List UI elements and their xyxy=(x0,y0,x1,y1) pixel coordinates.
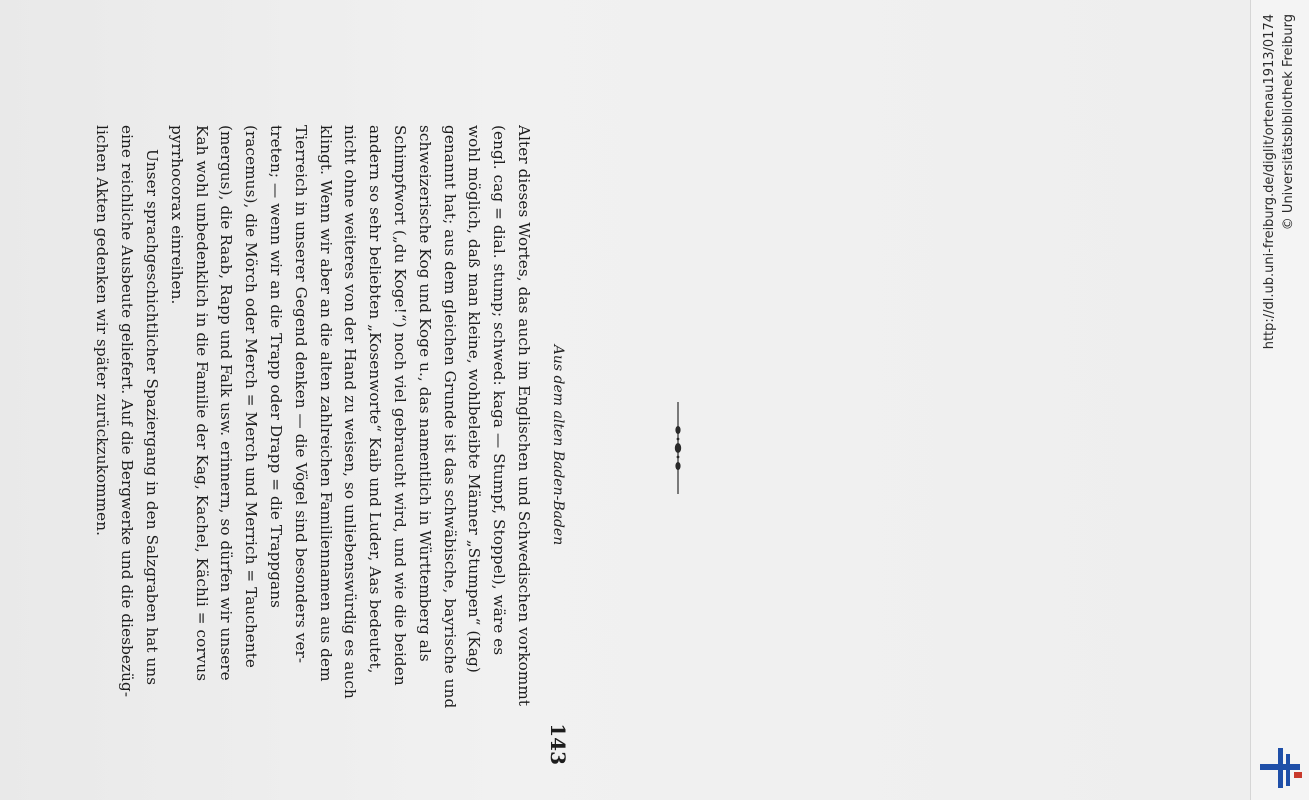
text-line: schweizerische Kog und Koge u., das namentlich in Württemberg als xyxy=(415,125,434,662)
text-line: andern so sehr beliebten „Kosenworte“ Kaib und Luder, Aas bedeutet, xyxy=(366,125,385,674)
text-line: lichen Akten gedenken wir später zurückzukommen. xyxy=(93,125,112,537)
text-line: Tierreich in unserer Gegend denken — die Vögel sind besonders ver- xyxy=(291,125,310,664)
text-line: klingt. Wenn wir aber an die alten zahlreichen Familiennamen aus dem xyxy=(316,125,335,682)
text-line: (mergus), die Raab, Rapp und Falk usw. erinnern, so dürfen wir unsere xyxy=(217,125,236,681)
end-ornament xyxy=(660,400,696,496)
text-line: eine reichliche Ausbeute geliefert. Auf die Bergwerke und die diesbezüg- xyxy=(118,125,137,698)
text-line: Unser sprachgeschichtlicher Spaziergang in den Salzgraben hat uns xyxy=(143,149,162,686)
running-head: Aus dem alten Baden-Baden xyxy=(550,344,566,546)
text-line: nicht ohne weiteres von der Hand zu weisen, so unliebenswürdig es auch xyxy=(341,125,360,699)
library-logo-icon xyxy=(1258,746,1306,790)
text-line: wohl möglich, daß man kleine, wohlbeleibte Männer „Stumpen“ (Kag) xyxy=(465,125,484,673)
text-line: (racemus), die Mörch oder Merch = Merch und Merrich = Tauchente xyxy=(242,125,261,669)
page-header xyxy=(542,125,570,765)
body-text xyxy=(90,125,536,765)
text-line: Alter dieses Wortes, das auch im Englischen und Schwedischen vorkommt xyxy=(515,125,533,707)
page-number: 143 xyxy=(546,723,570,765)
text-line: (engl. cag = dial. stump; schwed: kaga — Stumpf, Stoppel), wäre es xyxy=(490,125,509,656)
text-line: pyrrhocorax einreihen. xyxy=(167,125,186,305)
source-info xyxy=(1260,14,1300,784)
text-line: Schimpfwort („du Koge!“) noch viel gebraucht wird, und wie die beiden xyxy=(391,125,410,686)
source-url[interactable]: http://dl.ub.uni-freiburg.de/diglit/ortenau1913/0174 xyxy=(1262,14,1277,350)
text-line: Kah wohl unbedenklich in die Familie der Kag, Kachel, Kächli = corvus xyxy=(192,125,211,682)
text-line: genannt hat; aus dem gleichen Grunde ist das schwäbische, bayrische und xyxy=(440,125,459,709)
rotated-text-block xyxy=(90,125,570,765)
copyright-notice: © Universitätsbibliothek Freiburg xyxy=(1281,14,1296,231)
text-line: treten; — wenn wir an die Trapp oder Drapp = die Trappgans xyxy=(267,125,286,608)
